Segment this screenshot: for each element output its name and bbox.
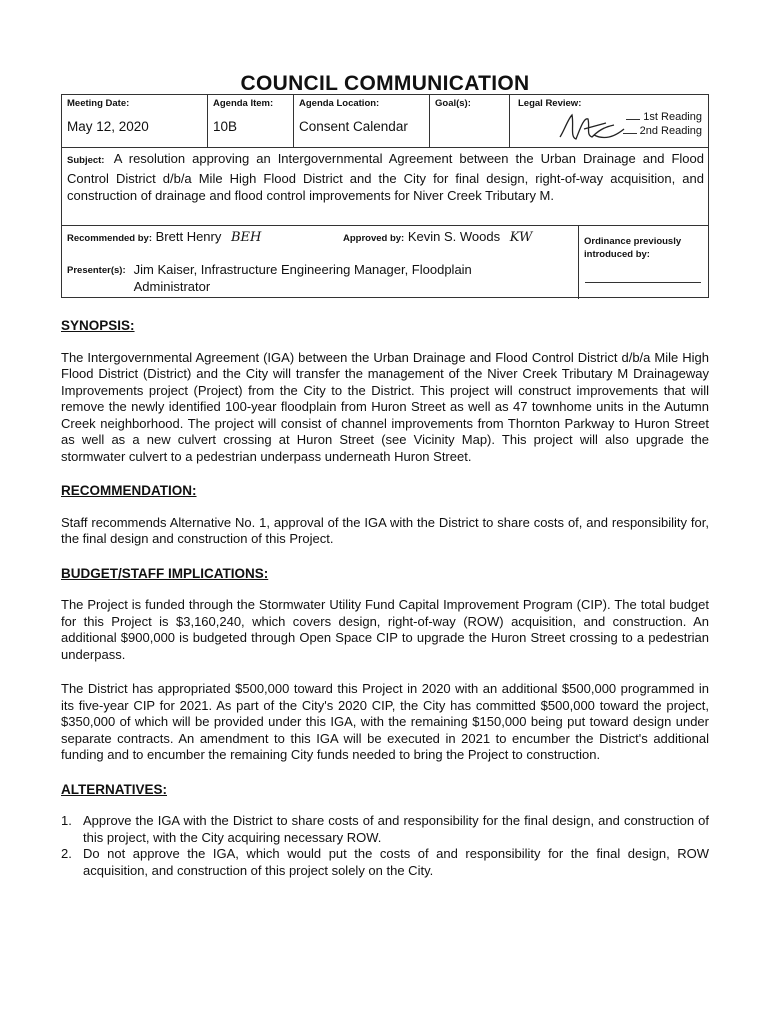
meeting-date-label: Meeting Date: <box>67 98 130 109</box>
recommended-label: Recommended by: <box>67 233 152 244</box>
subject-block <box>67 150 704 205</box>
meeting-info-row <box>62 95 708 148</box>
alternative-number: 2. <box>61 846 72 861</box>
list-item <box>61 846 709 879</box>
first-reading <box>626 111 702 123</box>
alternatives-list <box>61 813 709 879</box>
second-reading-blank <box>623 133 637 134</box>
alternative-number: 1. <box>61 813 72 828</box>
first-reading-label: 1st Reading <box>643 111 702 123</box>
alternative-text: Approve the IGA with the District to share costs of and responsibility for the final design, and construction of this project, with the City acquiring necessary ROW. <box>83 813 709 845</box>
approved-initials: KW <box>509 230 533 245</box>
header-table <box>61 94 709 298</box>
synopsis-heading: SYNOPSIS: <box>61 318 135 333</box>
list-item <box>61 813 709 846</box>
subject-label: Subject: <box>67 155 105 166</box>
legal-review-cell <box>510 95 710 147</box>
page-title: COUNCIL COMMUNICATION <box>240 72 530 95</box>
agenda-item-cell <box>208 95 294 147</box>
approved-name: Kevin S. Woods <box>407 229 501 244</box>
recommended-name: Brett Henry <box>155 229 222 244</box>
agenda-location-cell <box>294 95 430 147</box>
alternative-text: Do not approve the IGA, which would put the costs of and responsibility for the final design, ROW acquisition, and construction of this project solely on the City. <box>83 846 709 878</box>
meeting-date-cell <box>62 95 208 147</box>
document-body <box>61 318 709 879</box>
goals-label: Goal(s): <box>435 98 471 109</box>
subject-text: A resolution approving an Intergovernmental Agreement between the Urban Drainage and Flood Control District d/b/a Mile High Flood District and the City for final design, right-of-way acquisition, and construction of drainage and flood control improvements for Niver Creek Tributary M. <box>67 151 704 203</box>
recommendation-heading: RECOMMENDATION: <box>61 483 197 498</box>
synopsis-text: The Intergovernmental Agreement (IGA) between the Urban Drainage and Flood Control District d/b/a Mile High Flood District (District) and the City will transfer the management of the Niver Creek Tributary M Drainageway Improvements project (Project) from the City to the District. This project will construct improvements that will remove the newly identified 100-year floodplain from Huron Street as well as 47 townhome units in the Autumn Creek neighborhood. The project will consist of channel improvements from Thornton Parkway to Huron Street as well as a new culvert crossing at Huron Street (see Vicinity Map). This project will also upgrade the stormwater culvert to a pedestrian underpass underneath Huron Street. <box>61 349 709 464</box>
agenda-item-value: 10B <box>213 119 238 134</box>
alternatives-heading: ALTERNATIVES: <box>61 781 167 797</box>
recommendation-text: Staff recommends Alternative No. 1, approval of the IGA with the District to share costs of, and responsibility for, the final design and construction of this Project. <box>61 514 709 546</box>
meeting-date-value: May 12, 2020 <box>67 119 149 134</box>
first-reading-blank <box>626 119 640 120</box>
approved-by <box>343 229 532 245</box>
presenters-label: Presenter(s): <box>67 265 126 276</box>
agenda-item-label: Agenda Item: <box>213 98 274 109</box>
goals-cell <box>430 95 510 147</box>
budget-heading: BUDGET/STAFF IMPLICATIONS: <box>61 565 269 581</box>
agenda-location-label: Agenda Location: <box>299 98 380 109</box>
legal-review-label: Legal Review: <box>518 98 582 109</box>
agenda-location-value: Consent Calendar <box>299 119 408 134</box>
ordinance-label: Ordinance previously introduced by: <box>584 236 682 260</box>
approved-label: Approved by: <box>343 233 405 244</box>
second-reading <box>623 125 702 137</box>
recommended-initials: BEH <box>231 230 262 245</box>
second-reading-label: 2nd Reading <box>639 125 702 137</box>
budget-paragraph-1: The Project is funded through the Stormwater Utility Fund Capital Improvement Program (CIP). The total budget for this Project is $3,160,240, which covers design, right-of-way (ROW) acquisition, and construction. An additional $900,000 is budgeted through Open Space CIP to upgrade the Huron Street crossing to a pedestrian underpass. <box>61 597 709 662</box>
people-row <box>62 225 708 300</box>
recommended-by <box>67 229 261 245</box>
legal-review-signature <box>554 109 632 145</box>
presenters-text: Jim Kaiser, Infrastructure Engineering Manager, Floodplain Administrator <box>133 262 472 294</box>
presenters <box>67 261 572 295</box>
ordinance-box <box>578 226 710 299</box>
budget-paragraph-2: The District has appropriated $500,000 toward this Project in 2020 with an additional $500,000 programmed in its five-year CIP for 2021. As part of the City's 2020 CIP, the City has committed $500,000 toward the project, $350,000 of which will be provided under this IGA, with the remaining $150,000 being put toward design under separate contracts. An amendment to this IGA will be executed in 2021 to encumber the District's additional funding and to encumber the remaining City funds needed to bring the Project to construction. <box>61 681 709 762</box>
ordinance-line <box>585 282 701 283</box>
